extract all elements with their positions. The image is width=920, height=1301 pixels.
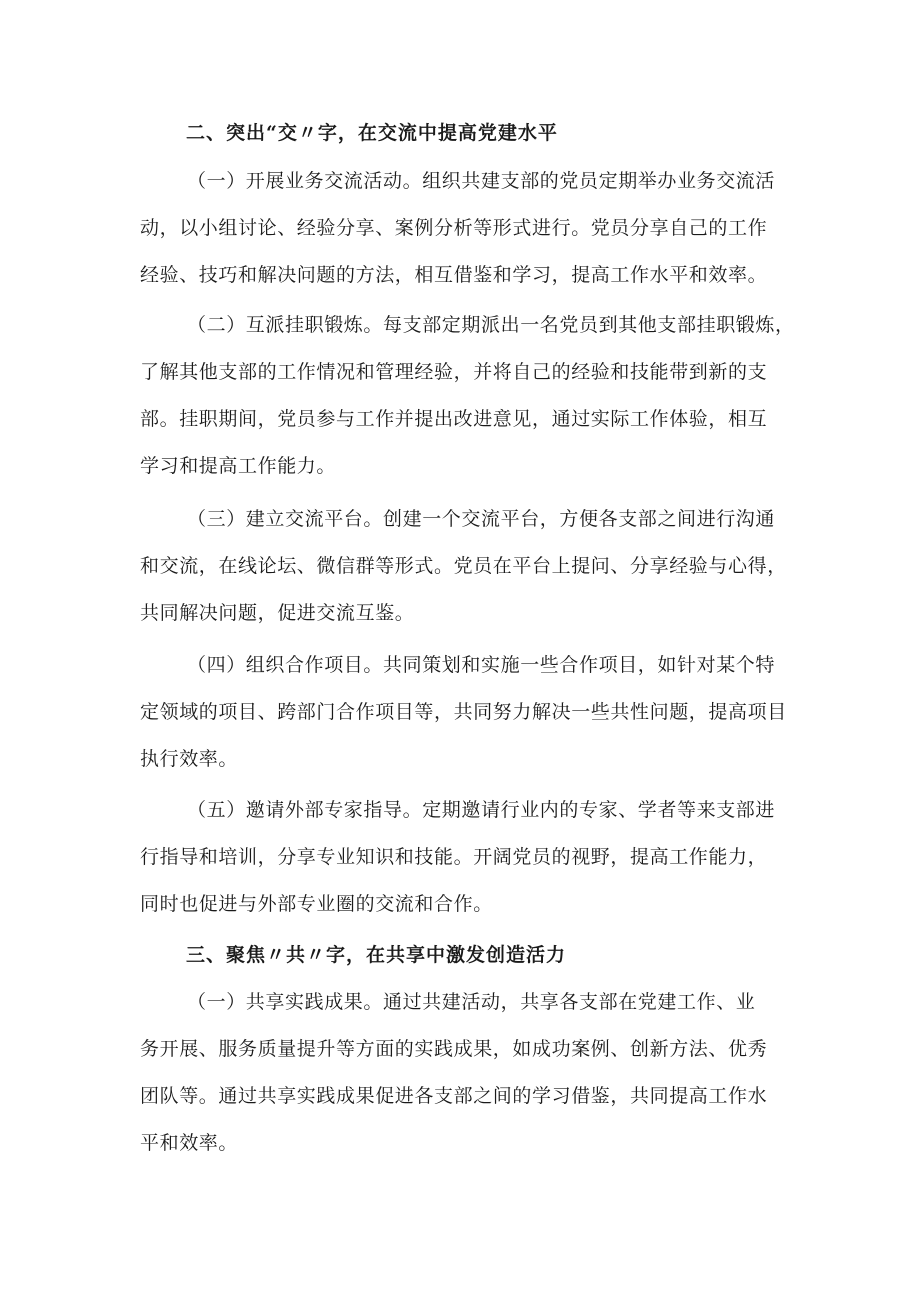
paragraph-line: 团队等。通过共享实践成果促进各支部之间的学习借鉴，共同提高工作水 bbox=[140, 1085, 768, 1107]
section-2-paragraph-5 bbox=[140, 795, 790, 936]
paragraph-line: （四）组织合作项目。共同策划和实施一些合作项目，如针对某个特 bbox=[187, 654, 776, 676]
paragraph-line: 平和效率。 bbox=[140, 1132, 239, 1154]
paragraph-line: 行指导和培训，分享专业知识和技能。开阔党员的视野，提高工作能力， bbox=[140, 846, 768, 868]
section-2-paragraph-1 bbox=[140, 166, 790, 307]
paragraph-line: 学习和提高工作能力。 bbox=[140, 455, 337, 477]
section-3-heading: 三、聚焦〃共〃字，在共享中激发创造活力 bbox=[186, 944, 567, 966]
paragraph-line: （三）建立交流平台。创建一个交流平台，方便各支部之间进行沟通 bbox=[187, 508, 776, 530]
paragraph-line: （一）开展业务交流活动。组织共建支部的党员定期举办业务交流活 bbox=[187, 170, 776, 192]
paragraph-line: 和交流，在线论坛、微信群等形式。党员在平台上提问、分享经验与心得， bbox=[140, 555, 787, 577]
paragraph-line: （一）共享实践成果。通过共建活动，共享各支部在党建工作、业 bbox=[187, 991, 756, 1013]
paragraph-line: 同时也促进与外部专业圈的交流和合作。 bbox=[140, 893, 493, 915]
paragraph-line: 执行效率。 bbox=[140, 748, 239, 770]
section-2-paragraph-2 bbox=[140, 310, 795, 498]
paragraph-line: 动，以小组讨论、经验分享、案例分析等形式进行。党员分享自己的工作 bbox=[140, 217, 768, 239]
paragraph-line: （五）邀请外部专家指导。定期邀请行业内的专家、学者等来支部进 bbox=[187, 799, 776, 821]
paragraph-line: 共同解决问题，促进交流互鉴。 bbox=[140, 602, 415, 624]
section-2-paragraph-3 bbox=[140, 504, 790, 645]
paragraph-line: 定领域的项目、跨部门合作项目等，共同努力解决一些共性问题，提高项目 bbox=[140, 701, 787, 723]
paragraph-line: 经验、技巧和解决问题的方法，相互借鉴和学习，提高工作水平和效率。 bbox=[140, 264, 768, 286]
paragraph-line: 务开展、服务质量提升等方面的实践成果，如成功案例、创新方法、优秀 bbox=[140, 1038, 768, 1060]
section-2-paragraph-4 bbox=[140, 650, 790, 791]
section-2-heading: 二、突出“交〃字，在交流中提高党建水平 bbox=[186, 122, 558, 144]
paragraph-line: 部。挂职期间，党员参与工作并提出改进意见，通过实际工作体验，相互 bbox=[140, 408, 768, 430]
paragraph-line: 了解其他支部的工作情况和管理经验，并将自己的经验和技能带到新的支 bbox=[140, 361, 768, 383]
section-3-paragraph-1 bbox=[140, 987, 790, 1175]
paragraph-line: （二）互派挂职锻炼。每支部定期派出一名党员到其他支部挂职锻炼， bbox=[187, 314, 795, 336]
